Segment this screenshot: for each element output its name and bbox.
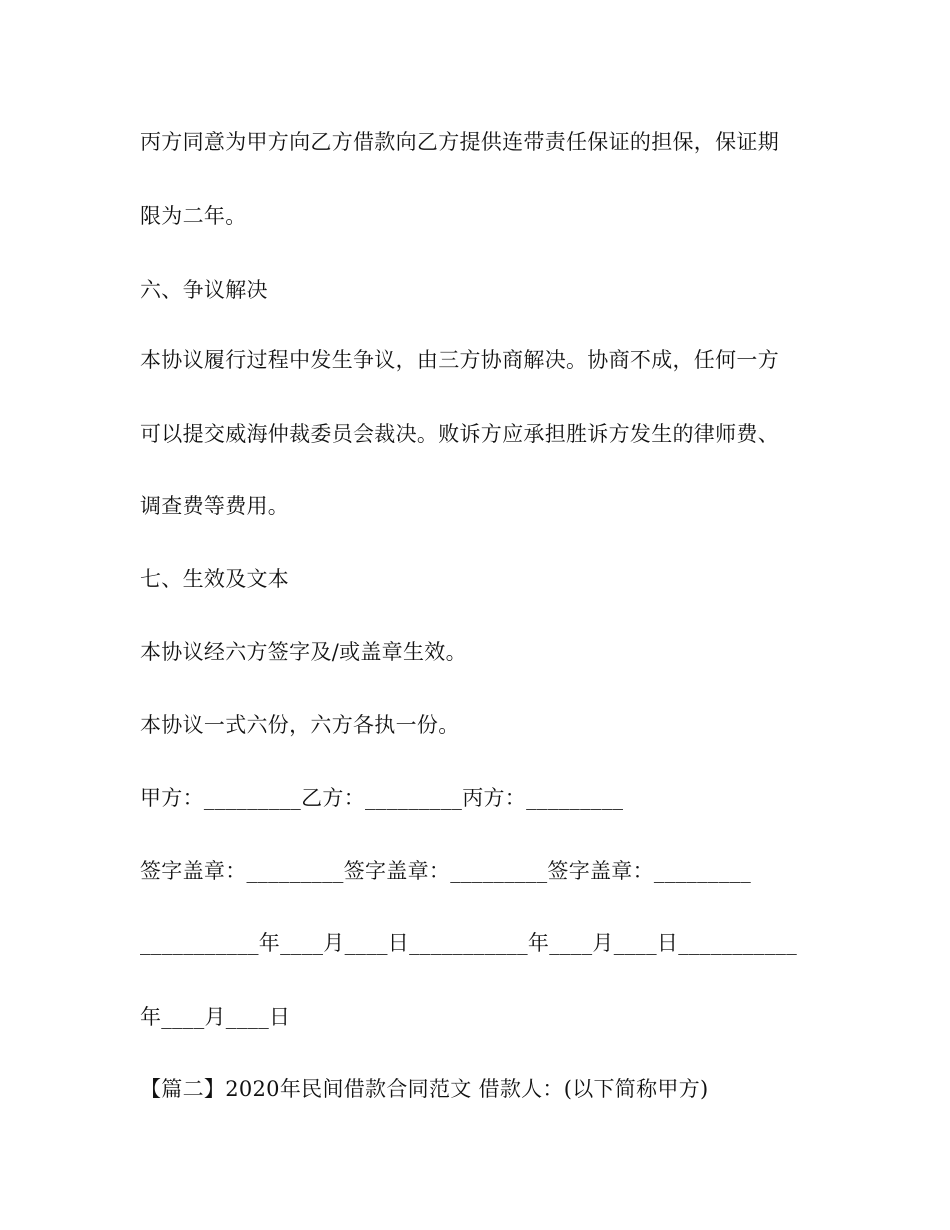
date-blanks-line-1: ___________年____月____日___________年____月____日___________ [140,931,797,955]
section-heading-effectiveness: 七、生效及文本 [140,567,290,591]
date-blanks-line-2: 年____月____日 [140,1005,291,1029]
next-contract-heading: 【篇二】2020年民间借款合同范文 借款人：(以下简称甲方) [140,1077,709,1101]
paragraph-dispute-line-1: 本协议履行过程中发生争议，由三方协商解决。协商不成，任何一方 [140,348,779,372]
party-blanks-line: 甲方：_________乙方：_________丙方：_________ [140,786,624,810]
paragraph-guarantee-line-2: 限为二年。 [140,204,247,228]
paragraph-effectiveness-signing: 本协议经六方签字及/或盖章生效。 [140,640,467,664]
section-heading-dispute-resolution: 六、争议解决 [140,278,268,302]
paragraph-copies: 本协议一式六份，六方各执一份。 [140,713,460,737]
signature-stamp-blanks-line: 签字盖章：_________签字盖章：_________签字盖章：_________ [140,859,752,883]
paragraph-dispute-line-2: 可以提交威海仲裁委员会裁决。败诉方应承担胜诉方发生的律师费、 [140,422,779,446]
paragraph-dispute-line-3: 调查费等费用。 [140,494,290,518]
paragraph-guarantee-line-1: 丙方同意为甲方向乙方借款向乙方提供连带责任保证的担保，保证期 [140,130,779,154]
